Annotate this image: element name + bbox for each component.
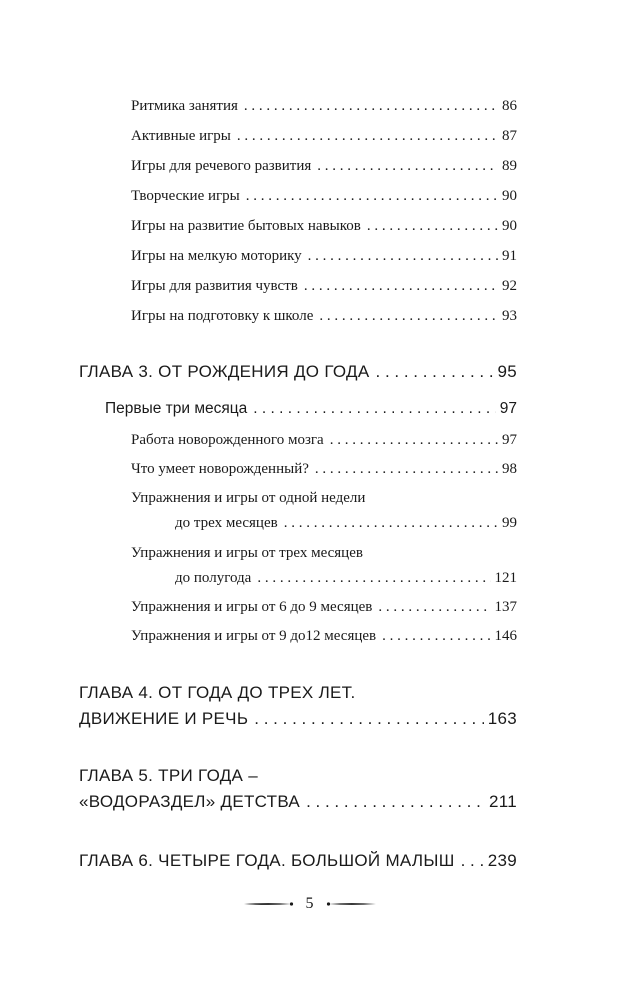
toc-item: [131, 599, 517, 616]
toc-section: [105, 400, 517, 418]
toc-item: [131, 461, 517, 478]
dot-leader: [315, 461, 498, 478]
chapter-title: ГЛАВА 3. ОТ РОЖДЕНИЯ ДО ГОДА: [79, 362, 370, 381]
toc-item: [175, 515, 517, 532]
toc-item-page: 97: [502, 432, 517, 448]
toc-item-title: Игры на мелкую моторику: [131, 248, 302, 264]
toc-item-title: Игры на развитие бытовых навыков: [131, 218, 361, 234]
dot-leader: [376, 362, 494, 382]
chapter-page: 163: [487, 709, 517, 728]
dot-leader: [319, 308, 498, 325]
chapter-title: ГЛАВА 6. ЧЕТЫРЕ ГОДА. БОЛЬШОЙ МАЛЫШ: [79, 851, 455, 870]
toc-item: [131, 158, 517, 175]
toc-item-line1: Упражнения и игры от трех месяцев: [131, 545, 363, 561]
toc-item-page: 90: [502, 218, 517, 234]
toc-item-page: 99: [502, 515, 517, 531]
toc-item-title: Работа новорожденного мозга: [131, 432, 324, 448]
dot-leader: [253, 400, 495, 418]
toc-chapter-6: [79, 851, 517, 871]
toc-item-title: Игры для речевого развития: [131, 158, 312, 174]
chapter-title: «ВОДОРАЗДЕЛ» ДЕТСТВА: [79, 792, 301, 811]
dot-leader: [244, 98, 498, 115]
chapter-title: ДВИЖЕНИЕ И РЕЧЬ: [79, 709, 249, 728]
toc-item-page: 89: [502, 158, 517, 174]
toc-item: [131, 128, 517, 145]
toc-item-page: 91: [502, 248, 517, 264]
toc-item-page: 90: [502, 188, 517, 204]
dot-leader: [317, 158, 498, 175]
toc-item-line1: Упражнения и игры от одной недели: [131, 490, 366, 506]
toc-item: [175, 570, 517, 587]
section-title: Первые три месяца: [105, 400, 248, 417]
chapter-page: 239: [487, 851, 517, 870]
dot-leader: [367, 218, 498, 235]
toc-item-title: Творческие игры: [131, 188, 240, 204]
chapter-page: 95: [497, 362, 517, 381]
dot-leader: [284, 515, 498, 532]
toc-item-title: Игры на подготовку к школе: [131, 308, 314, 324]
section-page: 97: [499, 400, 517, 417]
chapter-title-line1: ГЛАВА 4. ОТ ГОДА ДО ТРЕХ ЛЕТ.: [79, 683, 356, 702]
toc-chapter-4: [79, 709, 517, 729]
dot-leader: [306, 792, 485, 812]
toc-item: [131, 308, 517, 325]
toc-item: [131, 98, 517, 115]
toc-item-title: Упражнения и игры от 6 до 9 месяцев: [131, 599, 373, 615]
toc-chapter-3: [79, 362, 517, 382]
dot-leader: [308, 248, 498, 265]
toc-item-title: Активные игры: [131, 128, 231, 144]
dot-leader: [257, 570, 490, 587]
dot-leader: [378, 599, 490, 616]
toc-item: [131, 218, 517, 235]
toc-item-page: 86: [502, 98, 517, 114]
toc-item-title: Ритмика занятия: [131, 98, 238, 114]
dot-leader: [330, 432, 498, 449]
dot-leader: [254, 709, 483, 729]
toc-item: [131, 432, 517, 449]
dot-leader: [461, 851, 484, 871]
page-number: 5: [305, 895, 314, 912]
toc-item-page: 87: [502, 128, 517, 144]
toc-item-page: 98: [502, 461, 517, 477]
dot-leader: [304, 278, 498, 295]
page-footer: [0, 895, 619, 913]
toc-item-title: до полугода: [175, 570, 252, 586]
toc-item-page: 92: [502, 278, 517, 294]
ornament-left-icon: [244, 899, 294, 909]
toc-item: [131, 248, 517, 265]
toc-item-page: 93: [502, 308, 517, 324]
toc-item-page: 137: [494, 599, 517, 615]
toc-item: [131, 278, 517, 295]
toc-item-title: Игры для развития чувств: [131, 278, 298, 294]
toc-item: [131, 628, 517, 645]
dot-leader: [246, 188, 498, 205]
toc-item-page: 121: [494, 570, 517, 586]
chapter-page: 211: [488, 792, 517, 811]
toc-item-page: 146: [494, 628, 517, 644]
toc-item: [131, 188, 517, 205]
dot-leader: [382, 628, 490, 645]
toc-item-title: до трех месяцев: [175, 515, 278, 531]
toc-item-title: Упражнения и игры от 9 до12 месяцев: [131, 628, 377, 644]
toc-chapter-5: [79, 792, 517, 812]
toc-item-title: Что умеет новорожденный?: [131, 461, 309, 477]
ornament-right-icon: [326, 899, 376, 909]
dot-leader: [237, 128, 498, 145]
chapter-title-line1: ГЛАВА 5. ТРИ ГОДА –: [79, 766, 258, 785]
